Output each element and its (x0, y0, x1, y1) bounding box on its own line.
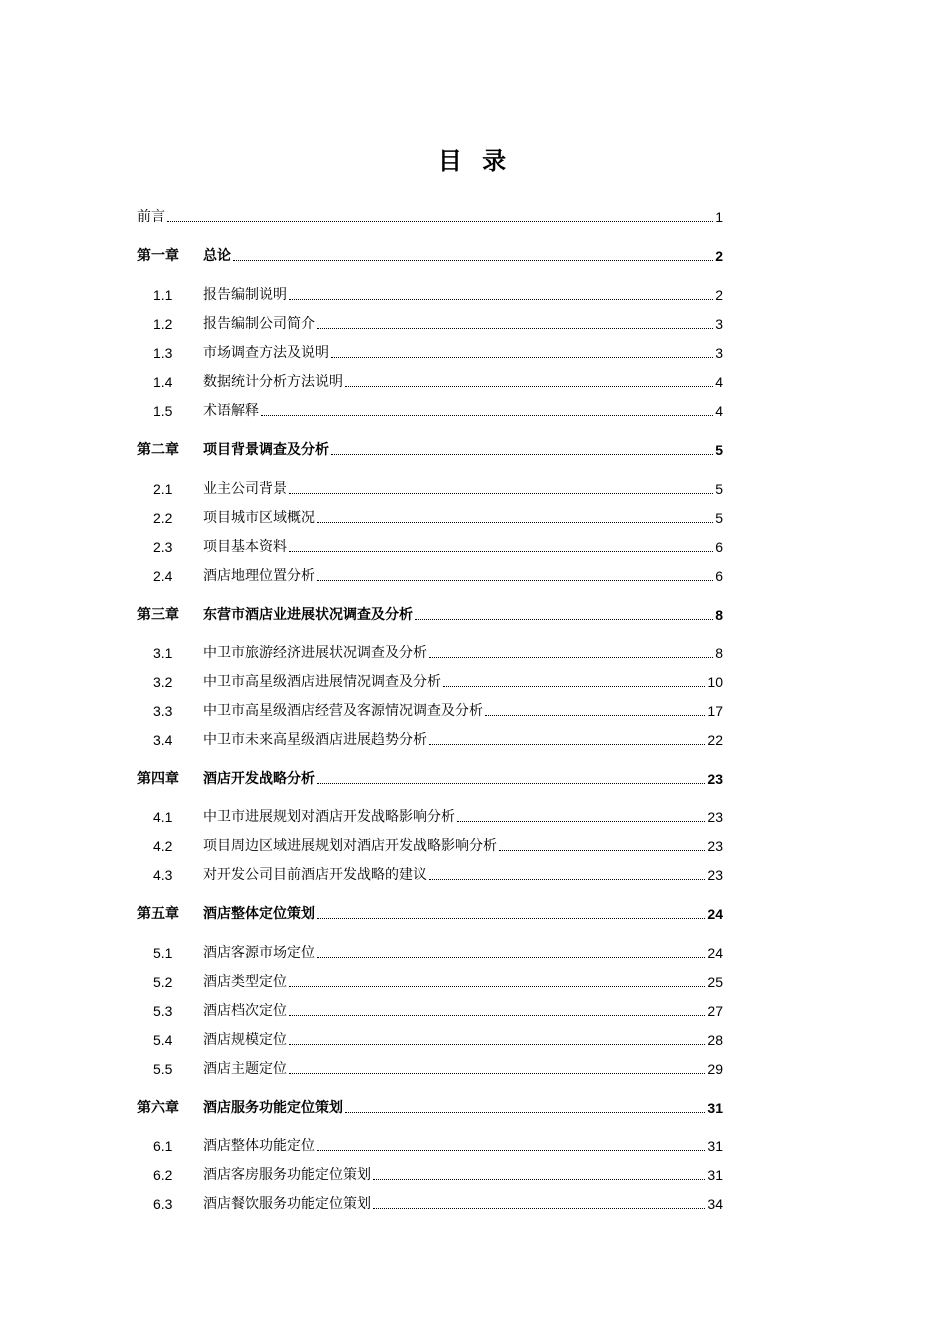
toc-entry-label: 酒店客源市场定位 (203, 945, 315, 961)
toc-section-entry[interactable] (137, 478, 723, 498)
dot-leader (443, 684, 705, 687)
toc-chapter-entry[interactable] (137, 245, 723, 265)
toc-entry-number: 1.5 (153, 403, 173, 419)
toc-entry-number: 1.4 (153, 374, 173, 390)
toc-section-entry[interactable] (137, 729, 723, 749)
toc-entry-page-number: 3 (715, 345, 723, 361)
toc-entry-label: 酒店服务功能定位策划 (203, 1100, 343, 1116)
toc-section-entry[interactable] (137, 671, 723, 691)
toc-section-entry[interactable] (137, 565, 723, 585)
dot-leader (331, 452, 713, 455)
toc-entry-number: 6.2 (153, 1167, 173, 1183)
toc-entry-number: 第四章 (137, 771, 179, 787)
toc-entry-page-number: 24 (707, 906, 723, 922)
dot-leader (317, 326, 713, 329)
dot-leader (317, 578, 713, 581)
toc-section-entry[interactable] (137, 507, 723, 527)
toc-entry-label: 酒店规模定位 (203, 1032, 287, 1048)
dot-leader (317, 955, 705, 958)
dot-leader (289, 549, 713, 552)
dot-leader (429, 742, 705, 745)
toc-entry-label: 术语解释 (203, 403, 259, 419)
toc-entry-page-number: 25 (707, 974, 723, 990)
toc-entry-number: 2.1 (153, 481, 173, 497)
toc-entry-label: 酒店开发战略分析 (203, 771, 315, 787)
toc-entry-label: 酒店地理位置分析 (203, 568, 315, 584)
toc-section-entry[interactable] (137, 313, 723, 333)
toc-entry-number: 3.4 (153, 732, 173, 748)
toc-entry-number: 第二章 (137, 442, 179, 458)
toc-entry-label: 中卫市进展规划对酒店开发战略影响分析 (203, 809, 455, 825)
dot-leader (289, 1071, 705, 1074)
toc-entry-page-number: 5 (715, 442, 723, 458)
dot-leader (415, 617, 713, 620)
toc-entry-number: 5.4 (153, 1032, 173, 1048)
toc-entry-number: 5.3 (153, 1003, 173, 1019)
toc-entry-number: 6.3 (153, 1196, 173, 1212)
toc-entry-label: 项目背景调查及分析 (203, 442, 329, 458)
toc-entry-label: 数据统计分析方法说明 (203, 374, 343, 390)
toc-entry-label: 项目基本资料 (203, 539, 287, 555)
toc-entry-page-number: 23 (707, 838, 723, 854)
toc-entry-page-number: 1 (715, 209, 723, 225)
toc-entry-label: 酒店客房服务功能定位策划 (203, 1167, 371, 1183)
toc-entry-page-number: 8 (715, 645, 723, 661)
toc-entry-page-number: 3 (715, 316, 723, 332)
dot-leader (317, 520, 713, 523)
toc-entry-page-number: 5 (715, 481, 723, 497)
toc-entry-page-number: 22 (707, 732, 723, 748)
toc-entry-page-number: 31 (707, 1100, 723, 1116)
toc-entry-label: 总论 (203, 248, 231, 264)
dot-leader (331, 355, 713, 358)
toc-entry-label: 酒店餐饮服务功能定位策划 (203, 1196, 371, 1212)
toc-entry-label: 酒店整体定位策划 (203, 906, 315, 922)
toc-entry-label: 中卫市高星级酒店进展情况调查及分析 (203, 674, 441, 690)
toc-entry-label: 报告编制公司简介 (203, 316, 315, 332)
toc-entry-number: 第一章 (137, 248, 179, 264)
dot-leader (429, 877, 705, 880)
dot-leader (317, 1148, 705, 1151)
toc-chapter-entry[interactable] (137, 1097, 723, 1117)
dot-leader (317, 916, 705, 919)
toc-entry-number: 4.3 (153, 867, 173, 883)
toc-entry-number: 2.3 (153, 539, 173, 555)
toc-section-entry[interactable] (137, 642, 723, 662)
toc-entry-label: 市场调查方法及说明 (203, 345, 329, 361)
toc-section-entry[interactable] (137, 1000, 723, 1020)
toc-entry-page-number: 6 (715, 568, 723, 584)
toc-entry-page-number: 34 (707, 1196, 723, 1212)
toc-entry-number: 第六章 (137, 1100, 179, 1116)
toc-entry-label: 业主公司背景 (203, 481, 287, 497)
toc-section-entry[interactable] (137, 400, 723, 420)
toc-entry-label: 酒店类型定位 (203, 974, 287, 990)
toc-entry-label: 酒店整体功能定位 (203, 1138, 315, 1154)
toc-entry-number: 6.1 (153, 1138, 173, 1154)
toc-entry-page-number: 23 (707, 809, 723, 825)
toc-section-entry[interactable] (137, 1164, 723, 1184)
toc-title: 目 录 (437, 147, 513, 175)
toc-chapter-entry[interactable] (137, 604, 723, 624)
toc-section-entry[interactable] (137, 371, 723, 391)
toc-entry-label: 中卫市旅游经济进展状况调查及分析 (203, 645, 427, 661)
dot-leader (457, 819, 705, 822)
toc-entry-number: 第三章 (137, 607, 179, 623)
dot-leader (289, 491, 713, 494)
toc-entry-label: 酒店主题定位 (203, 1061, 287, 1077)
dot-leader (167, 219, 713, 222)
toc-entry-page-number: 4 (715, 374, 723, 390)
toc-entry-label: 项目城市区域概况 (203, 510, 315, 526)
toc-entry-page-number: 17 (707, 703, 723, 719)
toc-section-entry[interactable] (137, 1029, 723, 1049)
toc-entry-number: 4.2 (153, 838, 173, 854)
dot-leader (289, 297, 713, 300)
toc-section-entry[interactable] (137, 700, 723, 720)
toc-entry-page-number: 31 (707, 1167, 723, 1183)
toc-entry-label: 对开发公司目前酒店开发战略的建议 (203, 867, 427, 883)
toc-entry-number: 3.1 (153, 645, 173, 661)
toc-entry-number: 5.5 (153, 1061, 173, 1077)
toc-entry-number: 2.2 (153, 510, 173, 526)
toc-section-entry[interactable] (137, 835, 723, 855)
toc-chapter-entry[interactable] (137, 903, 723, 923)
dot-leader (317, 781, 705, 784)
dot-leader (345, 384, 713, 387)
toc-entry-page-number: 6 (715, 539, 723, 555)
toc-chapter-entry[interactable] (137, 768, 723, 788)
dot-leader (429, 655, 713, 658)
toc-entry-page-number: 4 (715, 403, 723, 419)
toc-entry-label: 项目周边区域进展规划对酒店开发战略影响分析 (203, 838, 497, 854)
toc-entry-number: 1.1 (153, 287, 173, 303)
dot-leader (289, 984, 705, 987)
toc-entry-page-number: 23 (707, 771, 723, 787)
toc-section-entry[interactable] (137, 536, 723, 556)
dot-leader (373, 1206, 705, 1209)
toc-entry-page-number: 2 (715, 287, 723, 303)
toc-entry-number: 3.3 (153, 703, 173, 719)
toc-section-entry[interactable] (137, 1193, 723, 1213)
toc-section-entry[interactable] (137, 1135, 723, 1155)
toc-entry-page-number: 31 (707, 1138, 723, 1154)
toc-section-entry[interactable] (137, 1058, 723, 1078)
dot-leader (485, 713, 705, 716)
toc-entry-number: 3.2 (153, 674, 173, 690)
toc-intro-entry[interactable] (137, 206, 723, 226)
toc-entry-number: 2.4 (153, 568, 173, 584)
toc-section-entry[interactable] (137, 971, 723, 991)
toc-entry-page-number: 29 (707, 1061, 723, 1077)
toc-entry-page-number: 27 (707, 1003, 723, 1019)
toc-section-entry[interactable] (137, 942, 723, 962)
dot-leader (289, 1042, 705, 1045)
dot-leader (345, 1110, 705, 1113)
toc-entry-label: 前言 (137, 209, 165, 225)
toc-entry-label: 报告编制说明 (203, 287, 287, 303)
toc-section-entry[interactable] (137, 342, 723, 362)
toc-entry-number: 5.2 (153, 974, 173, 990)
toc-entry-label: 酒店档次定位 (203, 1003, 287, 1019)
toc-entry-page-number: 2 (715, 248, 723, 264)
toc-entry-number: 1.2 (153, 316, 173, 332)
toc-entry-page-number: 8 (715, 607, 723, 623)
dot-leader (233, 258, 713, 261)
toc-entry-page-number: 24 (707, 945, 723, 961)
toc-entry-page-number: 23 (707, 867, 723, 883)
dot-leader (261, 413, 713, 416)
toc-entry-label: 东营市酒店业进展状况调查及分析 (203, 607, 413, 623)
toc-section-entry[interactable] (137, 284, 723, 304)
toc-entry-number: 第五章 (137, 906, 179, 922)
toc-section-entry[interactable] (137, 806, 723, 826)
toc-entry-label: 中卫市高星级酒店经营及客源情况调查及分析 (203, 703, 483, 719)
toc-entry-page-number: 5 (715, 510, 723, 526)
toc-section-entry[interactable] (137, 864, 723, 884)
toc-chapter-entry[interactable] (137, 439, 723, 459)
dot-leader (289, 1013, 705, 1016)
toc-entry-page-number: 28 (707, 1032, 723, 1048)
dot-leader (499, 848, 705, 851)
toc-entry-label: 中卫市未来高星级酒店进展趋势分析 (203, 732, 427, 748)
toc-entry-number: 4.1 (153, 809, 173, 825)
dot-leader (373, 1177, 705, 1180)
toc-entry-number: 1.3 (153, 345, 173, 361)
toc-entry-page-number: 10 (707, 674, 723, 690)
toc-entry-number: 5.1 (153, 945, 173, 961)
